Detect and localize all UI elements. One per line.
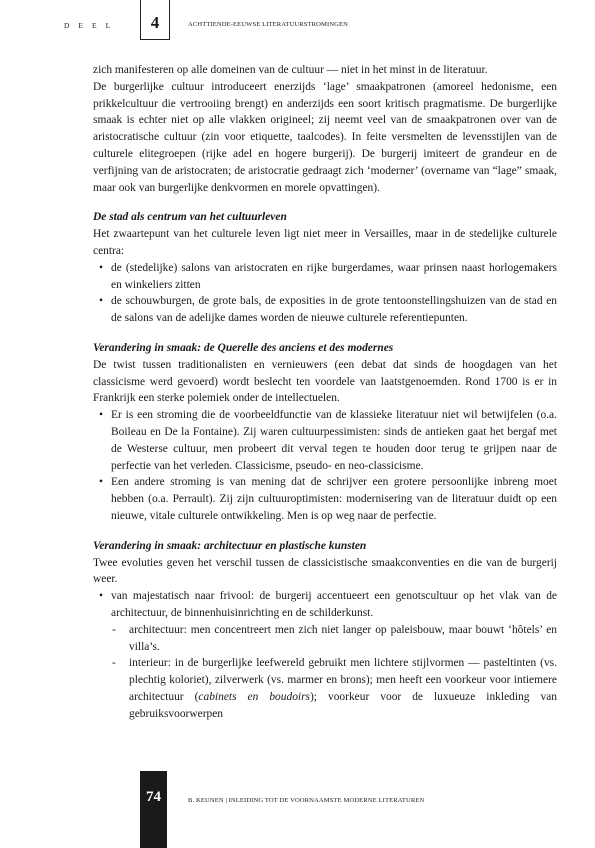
section-architecture <box>93 538 557 723</box>
page-number: 74 <box>146 789 161 805</box>
list-item: • de (stedelijke) salons van aristocraten en rijke burgerdames, waar prinsen naast horlogemakers en winkeliers zitten <box>93 260 557 294</box>
section-querelle <box>93 340 557 525</box>
bullet-list <box>93 407 557 525</box>
dash-list <box>111 622 557 723</box>
bullet-list <box>93 588 557 722</box>
section-heading: Verandering in smaak: architectuur en plastische kunsten <box>93 539 367 552</box>
paragraph: De burgerlijke cultuur introduceert enerzijds ‘lage’ smaakpatronen (amoreel hedonisme, een prikkelcultuur die vertrooiing brengt) en anderzijds een soort kritisch pragmatisme. De burgerlijke smaak is echter niet op alle vlakken origineel; zij neemt veel van de smaakpatronen over van de aristocratische cultuur (zin voor etiquette, taalcodes). In feite versmelten de levensstijlen van de culturele elitegroepen (rijke adel en hogere burgerij). De burgerij imiteert de grandeur en de verfijning van de aristocraten; de aristocratie gedraagt zich ‘moderner’ (overname van “lage” smaak, maar ook van burgerlijke denkvormen en morele opvattingen). <box>93 80 557 194</box>
bullet-list <box>93 260 557 327</box>
section-city <box>93 209 557 327</box>
paragraph: Twee evoluties geven het verschil tussen de classicistische smaakconventies en die van de burgerij weer. <box>93 556 557 586</box>
dash-item-text: interieur: in de burgerlijke leefwereld gebruikt men lichtere stijlvormen — pasteltinten (vs. plechtig koloriet), zilverwerk (vs. marmer en brons); men heeft een voorkeur voor intiemere architectuur ( <box>129 657 557 703</box>
paragraph: De twist tussen traditionalisten en vernieuwers (een debat dat sinds de hoogdagen van het classicisme werd gevoerd) wordt beslecht ten voordele van laatstgenoemden. Rond 1700 is er in Frankrijk een sterke polemiek onder de intellectuelen. <box>93 358 557 405</box>
dash-item-text: ); voorkeur voor de luxueuze inkleding van gebruiksvoorwerpen <box>129 690 557 720</box>
header-chapter-box <box>140 0 170 40</box>
paragraph: zich manifesteren op alle domeinen van de cultuur — niet in het minst in de literatuur. <box>93 64 488 76</box>
section-heading: De stad als centrum van het cultuurleven <box>93 211 287 224</box>
list-item <box>93 588 557 722</box>
dash-item <box>111 655 557 722</box>
list-item: • Er is een stroming die de voorbeeldfunctie van de klassieke literatuur niet wil betwijfelen (o.a. Boileau en De la Fontaine). Zij waren cultuurpessimisten: sinds de antieken gaat het bergaf met de Westerse cultuur, men probeert dit verval tegen te houden door terug te grijpen naar de perfectie van het verleden. Classicisme, pseudo- en neo-classicisme. <box>93 407 557 474</box>
section-heading: Verandering in smaak: de Querelle des anciens et des modernes <box>93 341 394 354</box>
list-item-text: van majestatisch naar frivool: de burgerij accentueert een genotscultuur op het vlak van de architectuur, de binnenhuisinrichting en de schilderkunst. <box>111 590 557 619</box>
running-header-title: ACHTTIENDE-EEUWSE LITERATUURSTROMINGEN <box>188 21 349 28</box>
list-item: • de schouwburgen, de grote bals, de exposities in de grote tentoonstellingshuizen van de stad en de salons van de adelijke dames worden de nieuwe culturele referentiepunten. <box>93 293 557 327</box>
list-item: • Een andere stroming is van mening dat de schrijver een grotere persoonlijke inbreng moet hebben (o.a. Perrault). Zij zijn cultuuroptimisten: modernisering van de literatuur duidt op een nieuwe, vitale culturele ontwikkeling. Men is op weg naar de perfectie. <box>93 474 557 524</box>
footer-page-tab <box>140 771 167 848</box>
body-text <box>93 62 557 722</box>
italic-term: cabinets en boudoirs <box>198 690 310 703</box>
chapter-number: 4 <box>150 13 160 32</box>
dash-item: - architectuur: men concentreert men zich niet langer op paleisbouw, maar bouwt ‘hôtels’ en villa’s. <box>111 622 557 656</box>
paragraph: Het zwaartepunt van het culturele leven ligt niet meer in Versailles, maar in de stedelijke culturele centra: <box>93 228 557 257</box>
footer-text: B. KEUNEN | INLEIDING TOT DE VOORNAAMSTE MODERNE LITERATUREN <box>188 797 425 804</box>
header-part-label: DEEL <box>64 21 120 30</box>
